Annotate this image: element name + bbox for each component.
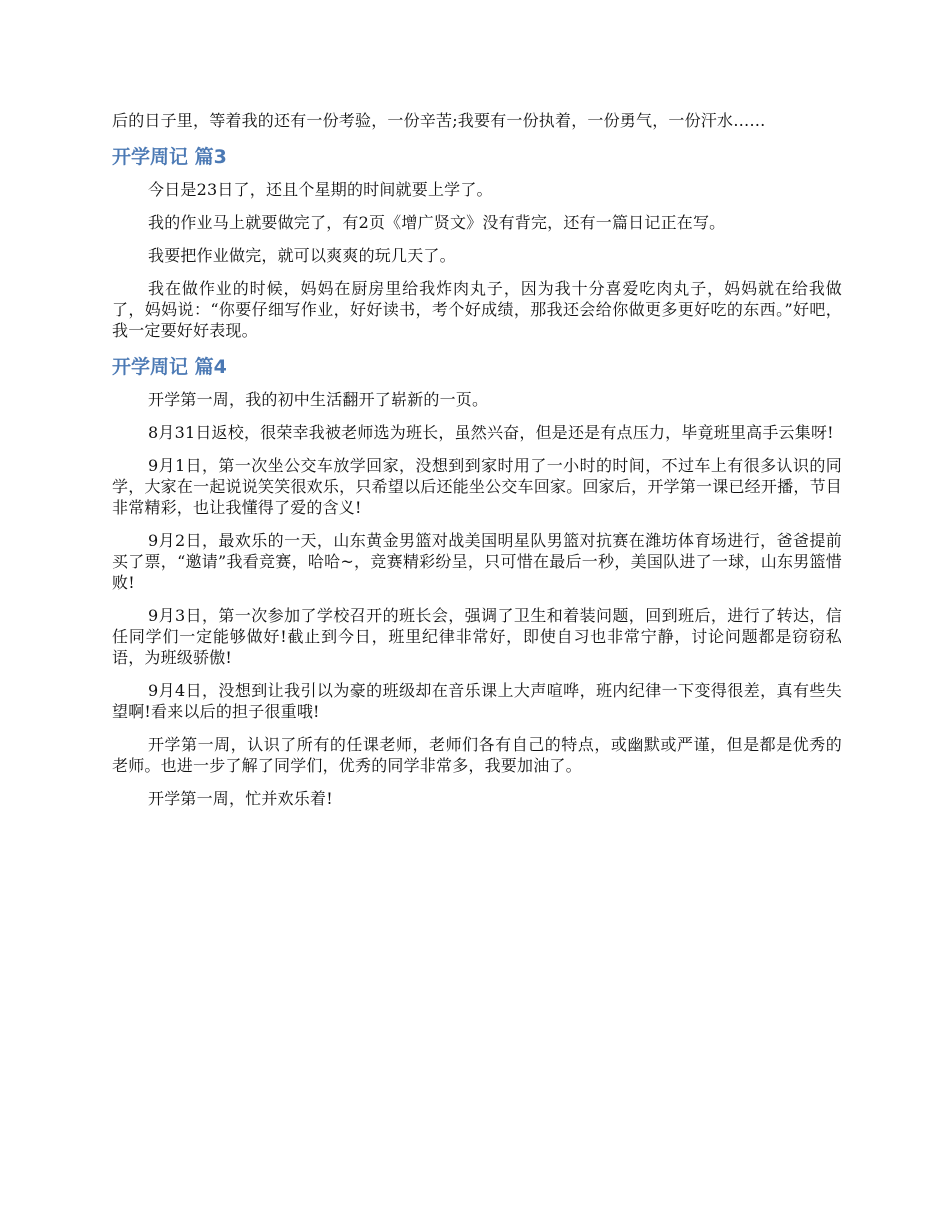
paragraph: 8月31日返校，很荣幸我被老师选为班长，虽然兴奋，但是还是有点压力，毕竟班里高手云集呀! <box>148 423 834 442</box>
section-heading-3: 开学周记 篇3 <box>112 146 227 168</box>
paragraph: 我要把作业做完，就可以爽爽的玩几天了。 <box>148 246 456 265</box>
paragraph: 开学第一周，认识了所有的任课老师，老师们各有自己的特点，或幽默或严谨，但是都是优秀的老师。也进一步了解了同学们，优秀的同学非常多，我要加油了。 <box>112 735 842 775</box>
paragraph: 我在做作业的时候，妈妈在厨房里给我炸肉丸子，因为我十分喜爱吃肉丸子，妈妈就在给我做了，妈妈说：“你要仔细写作业，好好读书，考个好成绩，那我还会给你做更多更好吃的东西。”好吧，我一定要好好表现。 <box>112 279 842 340</box>
paragraph: 今日是23日了，还且个星期的时间就要上学了。 <box>148 180 493 199</box>
paragraph: 9月1日，第一次坐公交车放学回家，没想到到家时用了一小时的时间，不过车上有很多认识的同学，大家在一起说说笑笑很欢乐，只希望以后还能坐公交车回家。回家后，开学第一课已经开播，节目非常精彩，也让我懂得了爱的含义! <box>112 456 842 517</box>
paragraph: 9月4日，没想到让我引以为豪的班级却在音乐课上大声喧哗，班内纪律一下变得很差，真有些失望啊!看来以后的担子很重哦! <box>112 681 842 721</box>
paragraph: 我的作业马上就要做完了，有2页《增广贤文》没有背完，还有一篇日记正在写。 <box>148 213 726 232</box>
section-heading-4: 开学周记 篇4 <box>112 356 227 378</box>
document-page <box>112 110 842 809</box>
intro-paragraph: 后的日子里，等着我的还有一份考验，一份辛苦;我要有一份执着，一份勇气，一份汗水…… <box>112 111 766 130</box>
paragraph: 9月2日，最欢乐的一天，山东黄金男篮对战美国明星队男篮对抗赛在潍坊体育场进行，爸爸提前买了票，“邀请”我看竞赛，哈哈~，竞赛精彩纷呈，只可惜在最后一秒，美国队进了一球，山东男篮惜败! <box>112 531 842 592</box>
paragraph: 开学第一周，忙并欢乐着! <box>148 789 333 808</box>
paragraph: 9月3日，第一次参加了学校召开的班长会，强调了卫生和着装问题，回到班后，进行了转达，信任同学们一定能够做好!截止到今日，班里纪律非常好，即使自习也非常宁静，讨论问题都是窃窃私语，为班级骄傲! <box>112 606 842 667</box>
paragraph: 开学第一周，我的初中生活翻开了崭新的一页。 <box>148 390 489 409</box>
